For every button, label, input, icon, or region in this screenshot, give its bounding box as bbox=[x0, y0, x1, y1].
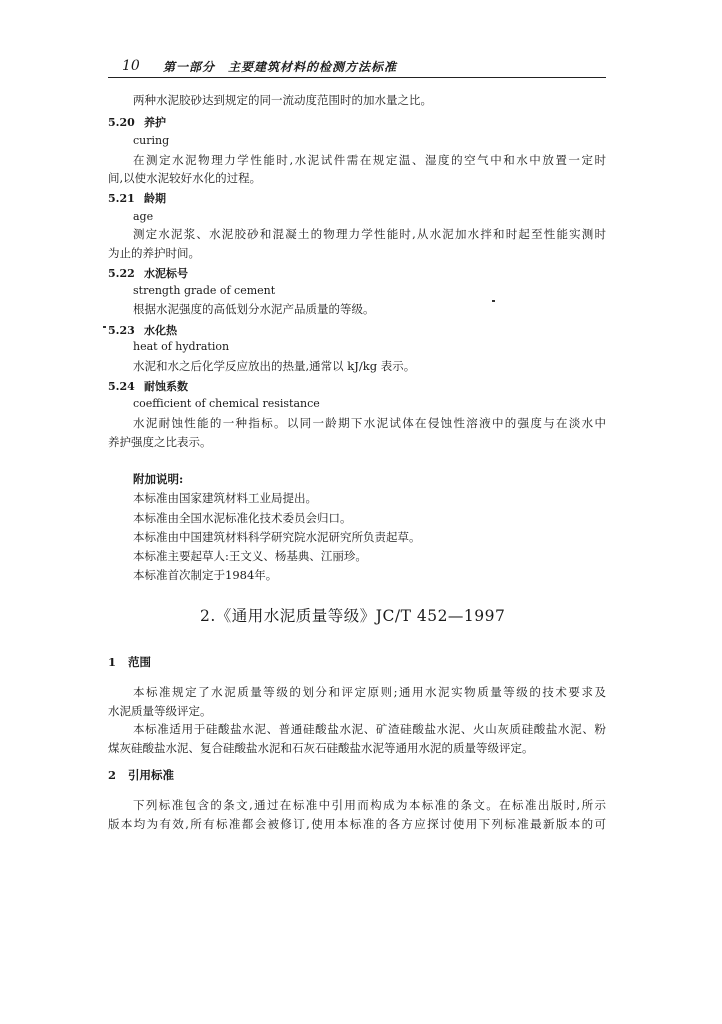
section-text-line: 下列标准包含的条文,通过在标准中引用而构成为本标准的条文。在标准出版时,所示 bbox=[133, 798, 606, 812]
definition-text-line: 在测定水泥物理力学性能时,水泥试件需在规定温、湿度的空气中和水中放置一定时 bbox=[133, 153, 606, 167]
definition-heading bbox=[108, 378, 188, 394]
definition-english: coefficient of chemical resistance bbox=[133, 397, 320, 410]
definition-term: 耐蚀系数 bbox=[144, 380, 188, 393]
definition-number: 5.22 bbox=[108, 267, 135, 280]
notes-heading: 附加说明: bbox=[133, 472, 184, 486]
section-text-line: 水泥质量等级评定。 bbox=[108, 704, 212, 718]
running-header-title: 第一部分 主要建筑材料的检测方法标准 bbox=[163, 60, 398, 74]
definition-term: 龄期 bbox=[144, 192, 166, 205]
standard-title: 2.《通用水泥质量等级》JC/T 452—1997 bbox=[200, 607, 506, 625]
header-rule bbox=[108, 77, 606, 78]
section-text-line: 版本均为有效,所有标准都会被修订,使用本标准的各方应探讨使用下列标准最新版本的可 bbox=[108, 817, 606, 831]
definition-heading bbox=[108, 190, 166, 206]
definition-term: 水泥标号 bbox=[144, 267, 188, 280]
notes-line: 本标准由全国水泥标准化技术委员会归口。 bbox=[133, 511, 352, 525]
definition-text-line: 根据水泥强度的高低划分水泥产品质量的等级。 bbox=[133, 302, 375, 316]
intro-line: 两种水泥胶砂达到规定的同一流动度范围时的加水量之比。 bbox=[133, 93, 432, 107]
definition-number: 5.20 bbox=[108, 116, 135, 129]
notes-line: 本标准主要起草人:王文义、杨基典、江丽珍。 bbox=[133, 549, 367, 563]
section-number: 2 bbox=[108, 768, 117, 782]
definition-text-line: 水泥和水之后化学反应放出的热量,通常以 kJ/kg 表示。 bbox=[133, 359, 416, 373]
section-title: 引用标准 bbox=[128, 768, 174, 782]
definition-text-line: 为止的养护时间。 bbox=[108, 246, 200, 260]
section-number: 1 bbox=[108, 655, 117, 669]
definition-text-line: 水泥耐蚀性能的一种指标。以同一龄期下水泥试体在侵蚀性溶液中的强度与在淡水中 bbox=[133, 416, 606, 430]
definition-number: 5.24 bbox=[108, 380, 135, 393]
definition-english: curing bbox=[133, 134, 170, 147]
notes-line: 本标准首次制定于1984年。 bbox=[133, 568, 278, 582]
section-heading bbox=[108, 654, 151, 670]
definition-english: age bbox=[133, 210, 154, 223]
definition-heading bbox=[108, 322, 177, 338]
section-text-line: 煤灰硅酸盐水泥、复合硅酸盐水泥和石灰石硅酸盐水泥等通用水泥的质量等级评定。 bbox=[108, 741, 534, 755]
scan-speck bbox=[492, 300, 495, 302]
notes-line: 本标准由国家建筑材料工业局提出。 bbox=[133, 491, 317, 505]
notes-line: 本标准由中国建筑材料科学研究院水泥研究所负责起草。 bbox=[133, 530, 421, 544]
definition-term: 水化热 bbox=[144, 324, 177, 337]
section-text-line: 本标准适用于硅酸盐水泥、普通硅酸盐水泥、矿渣硅酸盐水泥、火山灰质硅酸盐水泥、粉 bbox=[133, 722, 606, 736]
definition-heading bbox=[108, 114, 166, 130]
section-text-line: 本标准规定了水泥质量等级的划分和评定原则;通用水泥实物质量等级的技术要求及 bbox=[133, 685, 606, 699]
definition-text-line: 养护强度之比表示。 bbox=[108, 435, 212, 449]
scan-speck bbox=[103, 326, 106, 328]
definition-text-line: 间,以使水泥较好水化的过程。 bbox=[108, 171, 262, 185]
definition-number: 5.23 bbox=[108, 324, 135, 337]
definition-text-line: 测定水泥浆、水泥胶砂和混凝土的物理力学性能时,从水泥加水拌和时起至性能实测时 bbox=[133, 227, 606, 241]
section-heading bbox=[108, 767, 174, 783]
definition-english: strength grade of cement bbox=[133, 284, 276, 297]
definition-english: heat of hydration bbox=[133, 340, 230, 353]
page-number: 10 bbox=[122, 58, 140, 74]
section-title: 范围 bbox=[128, 655, 151, 669]
definition-term: 养护 bbox=[144, 116, 166, 129]
definition-number: 5.21 bbox=[108, 192, 135, 205]
definition-heading bbox=[108, 265, 188, 281]
